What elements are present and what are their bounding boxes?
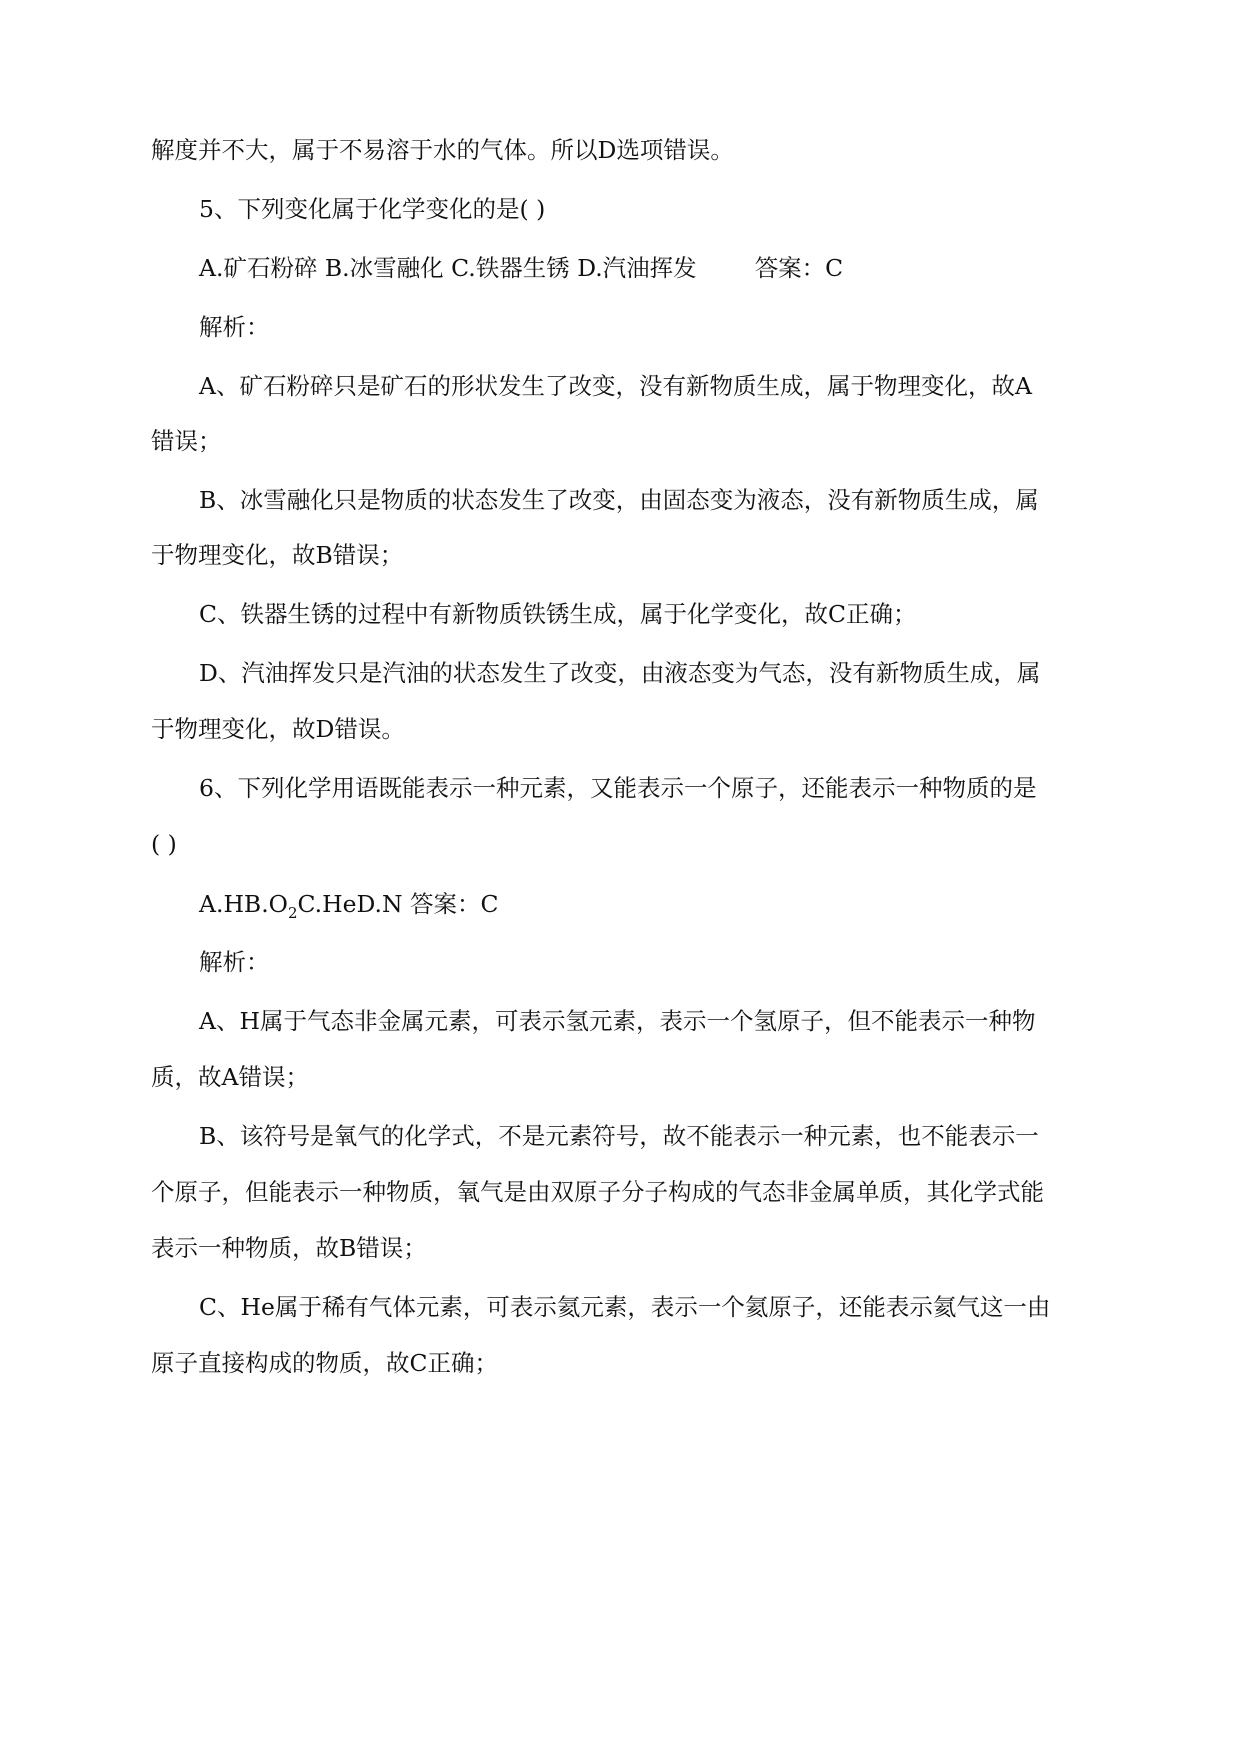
paragraph-line: 原子直接构成的物质，故C正确；	[151, 1349, 498, 1377]
question-6-options-a: A.HB.O	[199, 890, 288, 918]
paragraph-line: C、铁器生锈的过程中有新物质铁锈生成，属于化学变化，故C正确；	[199, 600, 917, 628]
paragraph-line: 错误；	[151, 427, 222, 455]
question-6-stem-cont: ( )	[151, 830, 177, 858]
paragraph-line: A、矿石粉碎只是矿石的形状发生了改变，没有新物质生成，属于物理变化，故A	[199, 372, 1032, 400]
question-5-stem: 5、下列变化属于化学变化的是( )	[199, 195, 546, 223]
paragraph-line: 个原子，但能表示一种物质，氧气是由双原子分子构成的气态非金属单质，其化学式能	[151, 1178, 1044, 1206]
paragraph-line: 解度并不大，属于不易溶于水的气体。所以D选项错误。	[151, 136, 734, 164]
paragraph-line: D、汽油挥发只是汽油的状态发生了改变，由液态变为气态，没有新物质生成，属	[199, 659, 1041, 687]
analysis-heading: 解析：	[199, 948, 270, 976]
paragraph-line: B、该符号是氧气的化学式，不是元素符号，故不能表示一种元素，也不能表示一	[199, 1122, 1039, 1150]
paragraph-line: 表示一种物质，故B错误；	[151, 1234, 427, 1262]
question-5-options: A.矿石粉碎 B.冰雪融化 C.铁器生锈 D.汽油挥发	[199, 254, 697, 282]
paragraph-line: 于物理变化，故B错误；	[151, 541, 404, 569]
analysis-heading: 解析：	[199, 313, 270, 341]
question-5-options-row	[199, 253, 843, 283]
question-6-stem: 6、下列化学用语既能表示一种元素，又能表示一个原子，还能表示一种物质的是	[199, 774, 1037, 802]
paragraph-line: C、He属于稀有气体元素，可表示氦元素，表示一个氦原子，还能表示氦气这一由	[199, 1293, 1051, 1321]
paragraph-line: A、H属于气态非金属元素，可表示氢元素，表示一个氢原子，但不能表示一种物	[199, 1007, 1036, 1035]
paragraph-line: 于物理变化，故D错误。	[151, 715, 405, 743]
question-6-options-rest: C.HeD.N 答案：C	[297, 890, 499, 918]
paragraph-line: 质，故A错误；	[151, 1063, 309, 1091]
question-6-options-row	[199, 889, 499, 922]
subscript-2: 2	[287, 904, 298, 922]
question-5-answer: 答案：C	[754, 254, 844, 282]
paragraph-line: B、冰雪融化只是物质的状态发生了改变，由固态变为液态，没有新物质生成，属	[199, 486, 1039, 514]
